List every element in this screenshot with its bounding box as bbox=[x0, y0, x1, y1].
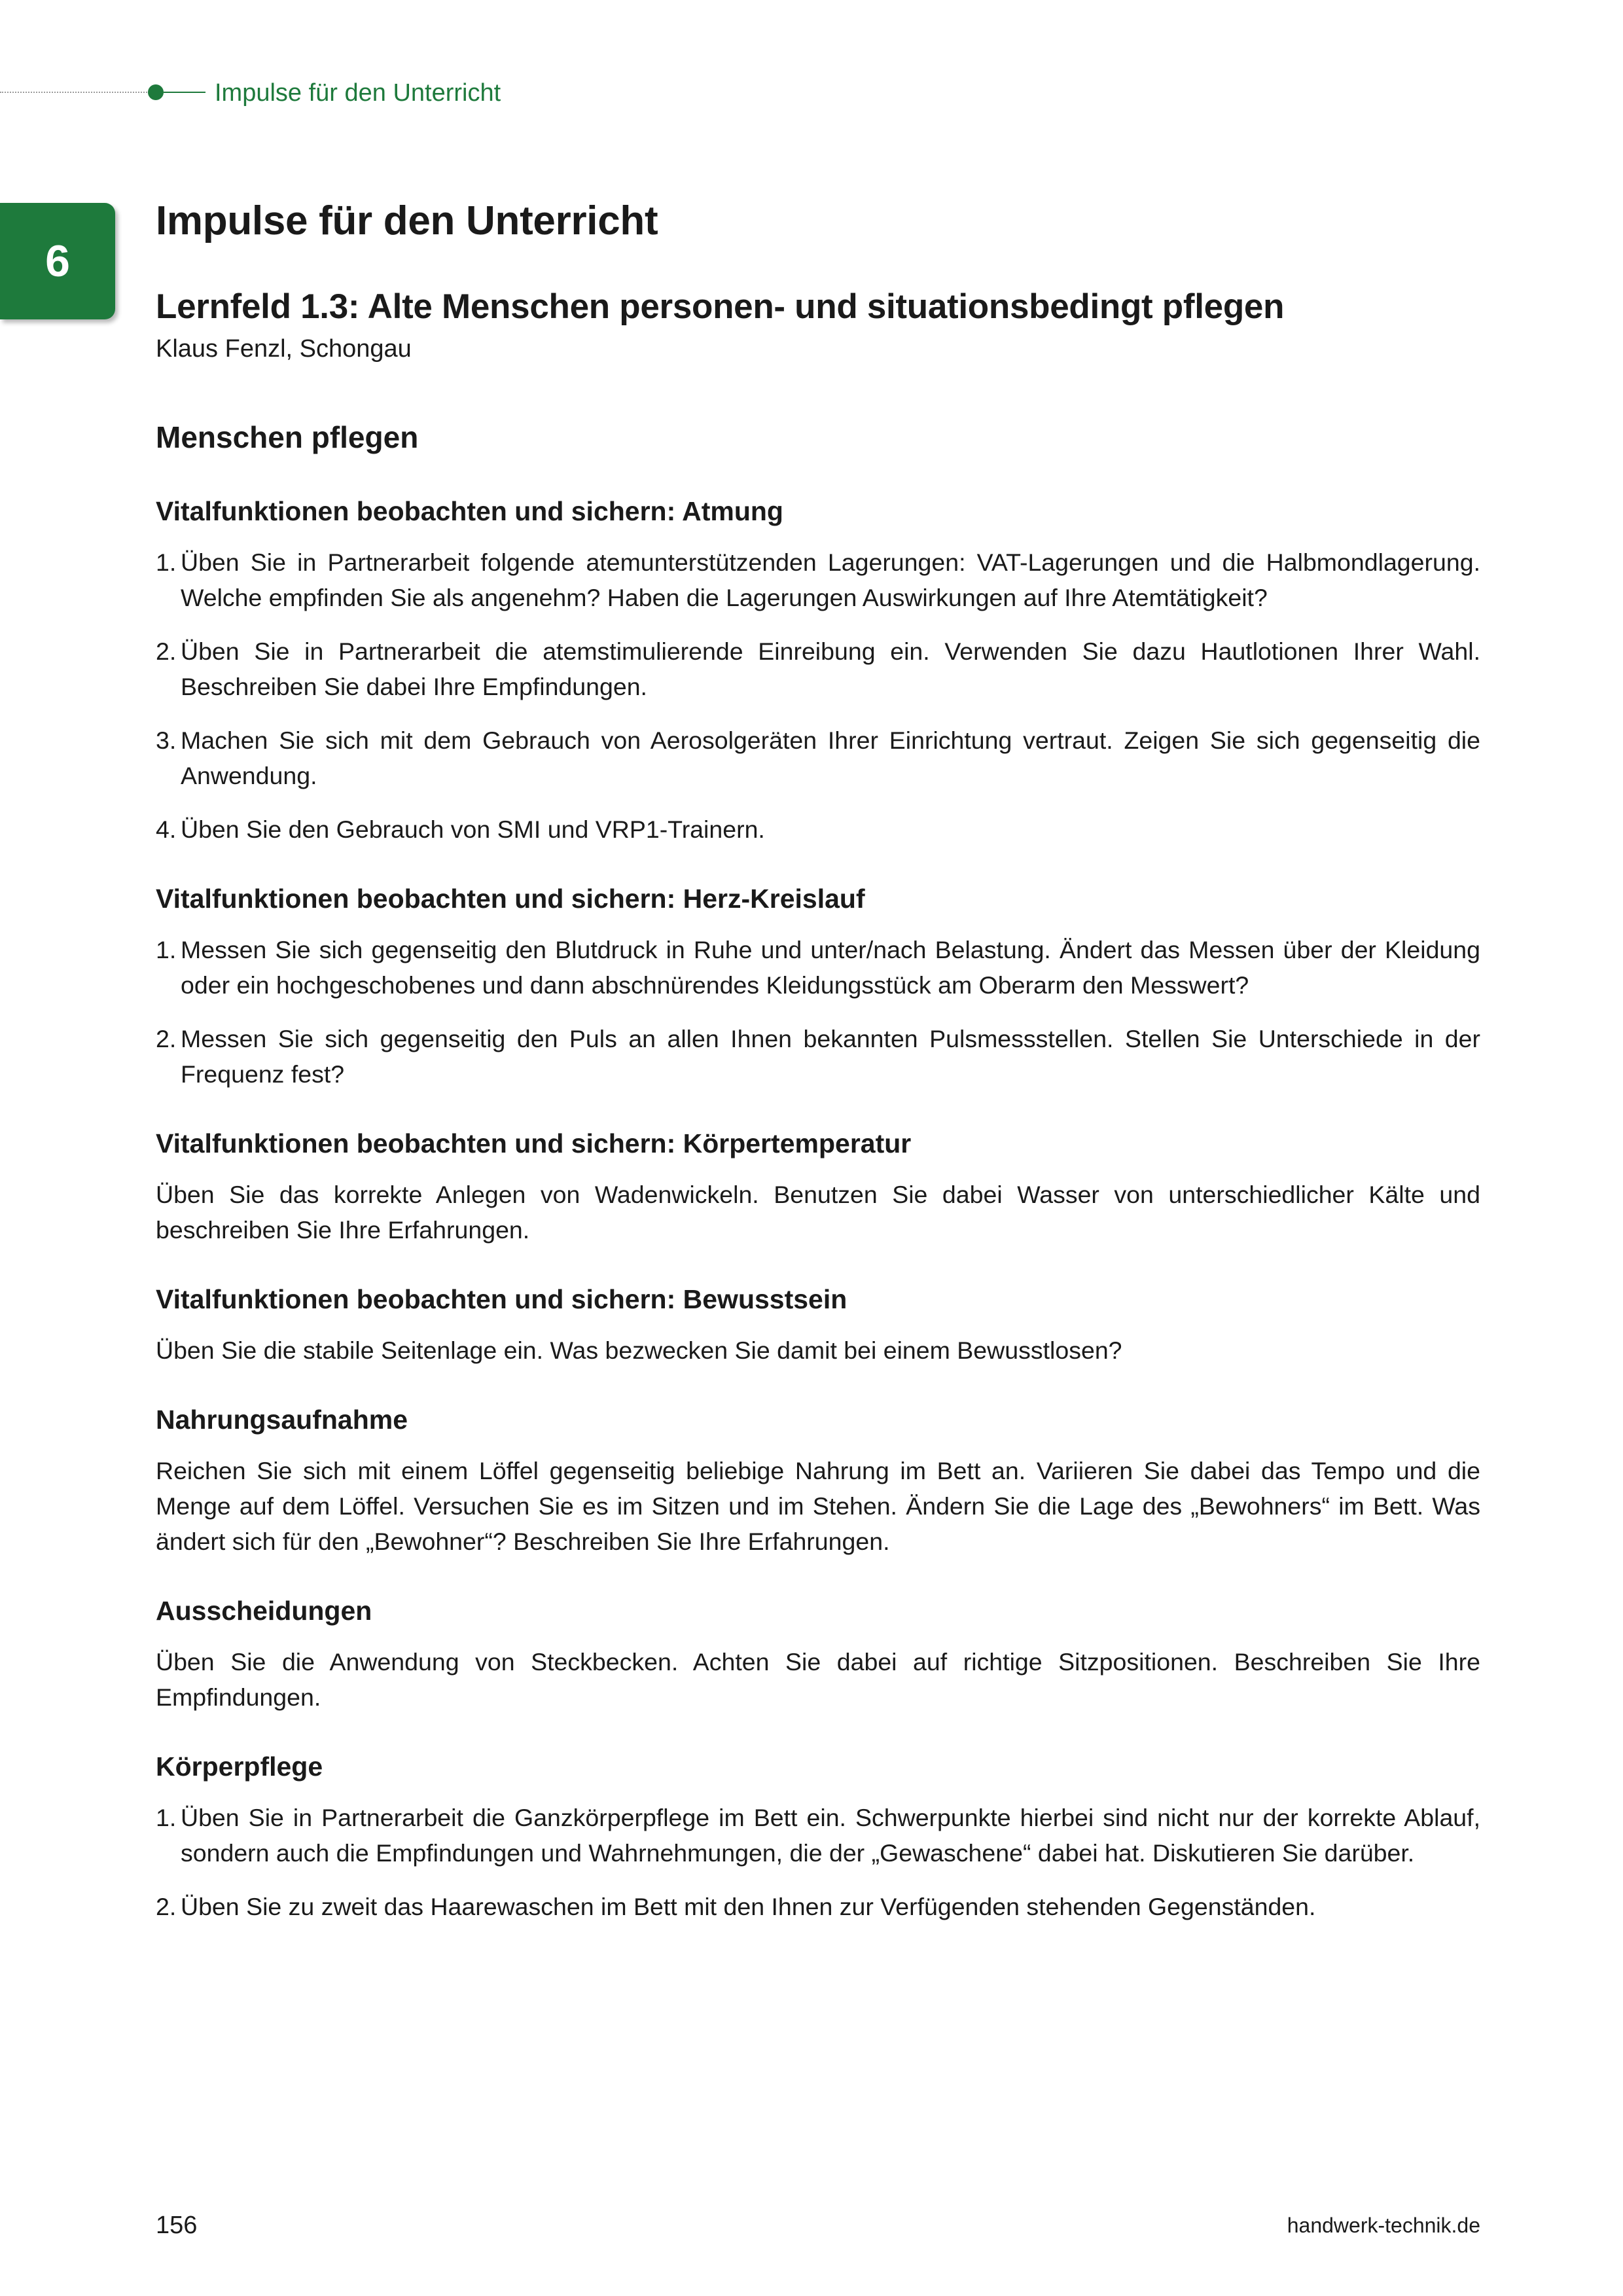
block-kreislauf bbox=[156, 881, 1480, 1092]
bullet-dot-icon bbox=[148, 84, 164, 100]
task-list bbox=[156, 545, 1480, 847]
block-title: Ausscheidungen bbox=[156, 1596, 372, 1626]
list-item bbox=[156, 1800, 1480, 1871]
block-text: Üben Sie das korrekte Anlegen von Wadenwickeln. Benutzen Sie dabei Wasser von unterschiedlicher Kälte und beschreiben Sie Ihre Erfahrungen. bbox=[156, 1181, 1480, 1244]
block-bewusstsein bbox=[156, 1282, 1480, 1368]
item-text: Üben Sie in Partnerarbeit die Ganzkörperpflege im Bett ein. Schwerpunkte hierbei sind nicht nur der korrekte Ablauf, sondern auch die Empfindungen und Wahrnehmungen, die der „Gewaschene“ dabei hat. Diskutieren Sie darüber. bbox=[181, 1804, 1480, 1867]
chapter-tab: 6 bbox=[0, 203, 115, 319]
block-koerperpflege bbox=[156, 1749, 1480, 1924]
block-title: Vitalfunktionen beobachten und sichern: Körpertemperatur bbox=[156, 1128, 912, 1158]
footer-site: handwerk-technik.de bbox=[1287, 2214, 1480, 2237]
item-number: 2. bbox=[156, 637, 177, 665]
list-item bbox=[156, 1889, 1480, 1924]
page-title: Impulse für den Unterricht bbox=[156, 198, 658, 243]
running-head bbox=[0, 73, 537, 113]
item-text: Üben Sie zu zweit das Haarewaschen im Bett mit den Ihnen zur Verfügenden stehenden Gegenständen. bbox=[181, 1893, 1316, 1920]
task-list bbox=[156, 1800, 1480, 1924]
block-temperatur bbox=[156, 1126, 1480, 1247]
block-title: Vitalfunktionen beobachten und sichern: Atmung bbox=[156, 496, 783, 526]
item-number: 1. bbox=[156, 548, 177, 576]
running-head-label: Impulse für den Unterricht bbox=[215, 79, 501, 107]
list-item bbox=[156, 723, 1480, 793]
block-nahrung bbox=[156, 1402, 1480, 1559]
block-title: Körperpflege bbox=[156, 1751, 323, 1782]
task-list bbox=[156, 932, 1480, 1092]
item-number: 4. bbox=[156, 816, 177, 843]
item-number: 1. bbox=[156, 936, 177, 963]
dotted-rule bbox=[0, 92, 147, 93]
item-number: 1. bbox=[156, 1804, 177, 1831]
section-title: Menschen pflegen bbox=[156, 420, 419, 454]
block-title: Nahrungsaufnahme bbox=[156, 1405, 408, 1435]
block-text: Üben Sie die stabile Seitenlage ein. Was bezwecken Sie damit bei einem Bewusstlosen? bbox=[156, 1336, 1122, 1364]
item-text: Machen Sie sich mit dem Gebrauch von Aerosolgeräten Ihrer Einrichtung vertraut. Zeigen Sie sich gegenseitig die Anwendung. bbox=[181, 726, 1480, 789]
item-text: Messen Sie sich gegenseitig den Blutdruck in Ruhe und unter/nach Belastung. Ändert das Messen über der Kleidung oder ein hochgeschobenes und dann abschnürendes Kleidungsstück am Oberarm den Messwert? bbox=[181, 936, 1480, 999]
block-text: Üben Sie die Anwendung von Steckbecken. Achten Sie dabei auf richtige Sitzpositionen. Beschreiben Sie Ihre Empfindungen. bbox=[156, 1648, 1480, 1711]
list-item bbox=[156, 932, 1480, 1003]
list-item bbox=[156, 545, 1480, 615]
item-number: 3. bbox=[156, 726, 177, 754]
block-title: Vitalfunktionen beobachten und sichern: Herz-Kreislauf bbox=[156, 884, 865, 914]
item-text: Üben Sie in Partnerarbeit die atemstimulierende Einreibung ein. Verwenden Sie dazu Hautlotionen Ihrer Wahl. Beschreiben Sie dabei Ihre Empfindungen. bbox=[181, 637, 1480, 700]
item-number: 2. bbox=[156, 1893, 177, 1920]
accent-rule bbox=[164, 92, 205, 93]
list-item bbox=[156, 634, 1480, 704]
block-text: Reichen Sie sich mit einem Löffel gegenseitig beliebige Nahrung im Bett an. Variieren Sie dabei das Tempo und die Menge auf dem Löffel. Versuchen Sie es im Sitzen und im Stehen. Ändern Sie die Lage des „Bewohners“ im Bett. Was ändert sich für den „Bewohner“? Beschreiben Sie Ihre Erfahrungen. bbox=[156, 1457, 1480, 1555]
item-number: 2. bbox=[156, 1025, 177, 1052]
main-content bbox=[156, 195, 1480, 1943]
item-text: Üben Sie in Partnerarbeit folgende atemunterstützenden Lagerungen: VAT-Lagerungen und die Halbmondlagerung. Welche empfinden Sie als angenehm? Haben die Lagerungen Auswirkungen auf Ihre Atemtätigkeit? bbox=[181, 548, 1480, 611]
list-item bbox=[156, 812, 1480, 847]
block-ausscheidungen bbox=[156, 1593, 1480, 1715]
item-text: Messen Sie sich gegenseitig den Puls an allen Ihnen bekannten Pulsmessstellen. Stellen Sie Unterschiede in der Frequenz fest? bbox=[181, 1025, 1480, 1088]
author: Klaus Fenzl, Schongau bbox=[156, 335, 412, 363]
page-number: 156 bbox=[156, 2212, 198, 2239]
block-atmung bbox=[156, 493, 1480, 847]
block-title: Vitalfunktionen beobachten und sichern: Bewusstsein bbox=[156, 1284, 847, 1314]
field-title: Lernfeld 1.3: Alte Menschen personen- und situationsbedingt pflegen bbox=[156, 287, 1285, 326]
list-item bbox=[156, 1021, 1480, 1092]
item-text: Üben Sie den Gebrauch von SMI und VRP1-Trainern. bbox=[181, 816, 765, 843]
